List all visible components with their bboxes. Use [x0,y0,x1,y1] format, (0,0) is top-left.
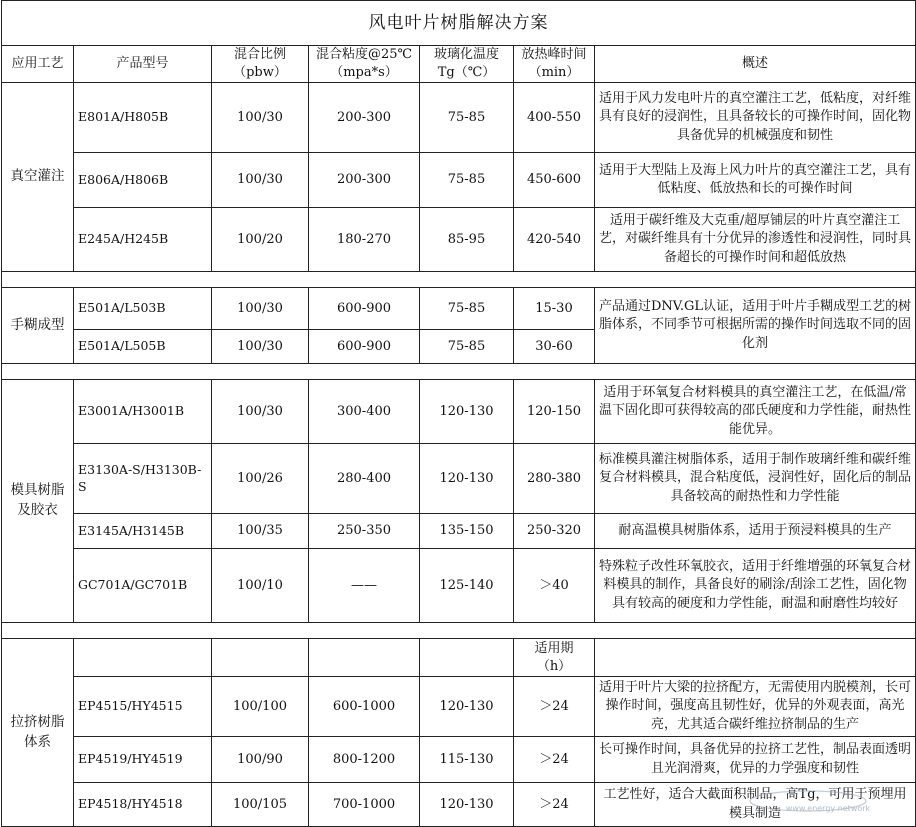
exotherm-cell: 400-550 [514,83,595,153]
viscosity-cell: 800-1200 [309,737,420,783]
process-cell: 手糊成型 [2,288,74,364]
ratio-cell: 100/26 [212,444,309,514]
tg-cell: 75-85 [420,153,514,208]
ratio-cell: 100/30 [212,330,309,364]
model-cell: E3145A/H3145B [74,514,212,549]
exotherm-cell: ＞40 [514,549,595,623]
summary-cell: 产品通过DNV.GL认证，适用于叶片手糊成型工艺的树脂体系，不同季节可根据所需的操作时间选取不同的固化剂 [595,288,916,364]
ratio-cell: 100/105 [212,783,309,827]
spacer-cell [2,272,916,288]
exotherm-cell: 30-60 [514,330,595,364]
ratio-cell: 100/30 [212,83,309,153]
model-cell: GC701A/GC701B [74,549,212,623]
summary-cell: 适用于环氧复合材料模具的真空灌注工艺，在低温/常温下固化即可获得较高的邵氏硬度和力学性能，耐热性能优异。 [595,380,916,444]
tg-cell: 85-95 [420,208,514,272]
summary-cell: 耐高温模具树脂体系，适用于预浸料模具的生产 [595,514,916,549]
tg-cell: 75-85 [420,330,514,364]
ratio-cell: 100/20 [212,208,309,272]
table-row [2,208,916,272]
summary-cell: 适用于风力发电叶片的真空灌注工艺，低粘度，对纤维具有良好的浸润性，且具备较长的可操作时间，固化物具备优异的机械强度和韧性 [595,83,916,153]
summary-cell: 长可操作时间，具备优异的拉挤工艺性，制品表面透明且光润滑爽，优异的力学强度和韧性 [595,737,916,783]
empty-cell [420,639,514,677]
header-tg: 玻璃化温度 Tg（℃） [420,46,514,83]
exotherm-cell: 450-600 [514,153,595,208]
tg-cell: 120-130 [420,380,514,444]
ratio-cell: 100/30 [212,288,309,330]
empty-cell [74,639,212,677]
summary-cell: 特殊粒子改性环氧胶衣，适用于纤维增强的环氧复合材料模具的制作，具备良好的刷涂/刮涂工艺性，固化物具有较高的硬度和力学性能，耐温和耐磨性均较好 [595,549,916,623]
process-cell: 真空灌注 [2,83,74,272]
table-row [2,677,916,737]
viscosity-cell: 600-900 [309,330,420,364]
table-row [2,380,916,444]
exotherm-cell: ＞24 [514,677,595,737]
viscosity-cell: 200-300 [309,83,420,153]
watermark-text: www.energy network [786,804,871,813]
viscosity-cell: 250-350 [309,514,420,549]
model-cell: E3130A-S/H3130B-S [74,444,212,514]
viscosity-cell: —— [309,549,420,623]
header-exotherm: 放热峰时间 （min） [514,46,595,83]
exotherm-cell: ＞24 [514,783,595,827]
ratio-cell: 100/30 [212,380,309,444]
model-cell: E245A/H245B [74,208,212,272]
tg-cell: 120-130 [420,783,514,827]
viscosity-cell: 600-900 [309,288,420,330]
spacer-cell [2,364,916,380]
viscosity-cell: 280-400 [309,444,420,514]
spacer-cell [2,623,916,639]
table-row [2,444,916,514]
model-cell: EP4519/HY4519 [74,737,212,783]
ratio-cell: 100/30 [212,153,309,208]
summary-cell: 工艺性好，适合大截面积制品，高Tg，可用于预埋用模具制造 [595,783,916,827]
ratio-cell: 100/90 [212,737,309,783]
viscosity-cell: 180-270 [309,208,420,272]
spacer-row [2,364,916,380]
viscosity-cell: 300-400 [309,380,420,444]
exotherm-cell: 280-380 [514,444,595,514]
table-row [2,549,916,623]
empty-cell [212,639,309,677]
header-viscosity: 混合粘度@25℃ （mpa*s） [309,46,420,83]
table-row [2,639,916,677]
table-row [2,288,916,330]
header-summary: 概述 [595,46,916,83]
table-row [2,514,916,549]
header-ratio: 混合比例 （pbw） [212,46,309,83]
tg-cell: 120-130 [420,677,514,737]
model-cell: E801A/H805B [74,83,212,153]
header-model: 产品型号 [74,46,212,83]
exotherm-cell: 120-150 [514,380,595,444]
process-cell: 模具树脂及胶衣 [2,380,74,623]
tg-cell: 75-85 [420,288,514,330]
watermark-logo [748,789,908,815]
tg-cell: 125-140 [420,549,514,623]
exotherm-cell: ＞24 [514,737,595,783]
tg-cell: 135-150 [420,514,514,549]
tg-cell: 115-130 [420,737,514,783]
spacer-row [2,623,916,639]
exotherm-cell: 420-540 [514,208,595,272]
viscosity-cell: 200-300 [309,153,420,208]
model-cell: E501A/L505B [74,330,212,364]
model-cell: E806A/H806B [74,153,212,208]
ratio-cell: 100/100 [212,677,309,737]
summary-cell: 适用于大型陆上及海上风力叶片的真空灌注工艺，具有低粘度、低放热和长的可操作时间 [595,153,916,208]
table-row [2,83,916,153]
spacer-row [2,272,916,288]
summary-cell: 适用于碳纤维及大克重/超厚铺层的叶片真空灌注工艺，对碳纤维具有十分优异的渗透性和浸润性，同时具备超长的可操作时间和超低放热 [595,208,916,272]
tg-cell: 75-85 [420,83,514,153]
model-cell: EP4518/HY4518 [74,783,212,827]
summary-cell: 适用于叶片大梁的拉挤配方，无需使用内脱模剂，长可操作时间，强度高且韧性好，优异的外观表面，高光亮，尤其适合碳纤维拉挤制品的生产 [595,677,916,737]
table-row [2,737,916,783]
process-cell: 拉挤树脂体系 [2,639,74,827]
tg-cell: 120-130 [420,444,514,514]
viscosity-cell: 700-1000 [309,783,420,827]
resin-solutions-table [1,0,916,827]
table-row [2,153,916,208]
exotherm-cell: 15-30 [514,288,595,330]
ratio-cell: 100/10 [212,549,309,623]
model-cell: EP4515/HY4515 [74,677,212,737]
model-cell: E3001A/H3001B [74,380,212,444]
model-cell: E501A/L503B [74,288,212,330]
viscosity-cell: 600-1000 [309,677,420,737]
table-title: 风电叶片树脂解决方案 [2,1,916,46]
ratio-cell: 100/35 [212,514,309,549]
exotherm-cell: 250-320 [514,514,595,549]
header-process: 应用工艺 [2,46,74,83]
subheader-pot-life: 适用期 （h） [514,639,595,677]
summary-cell: 标准模具灌注树脂体系，适用于制作玻璃纤维和碳纤维复合材料模具，混合粘度低，浸润性好，固化后的制品具备较高的耐热性和力学性能 [595,444,916,514]
empty-cell [309,639,420,677]
empty-cell [595,639,916,677]
